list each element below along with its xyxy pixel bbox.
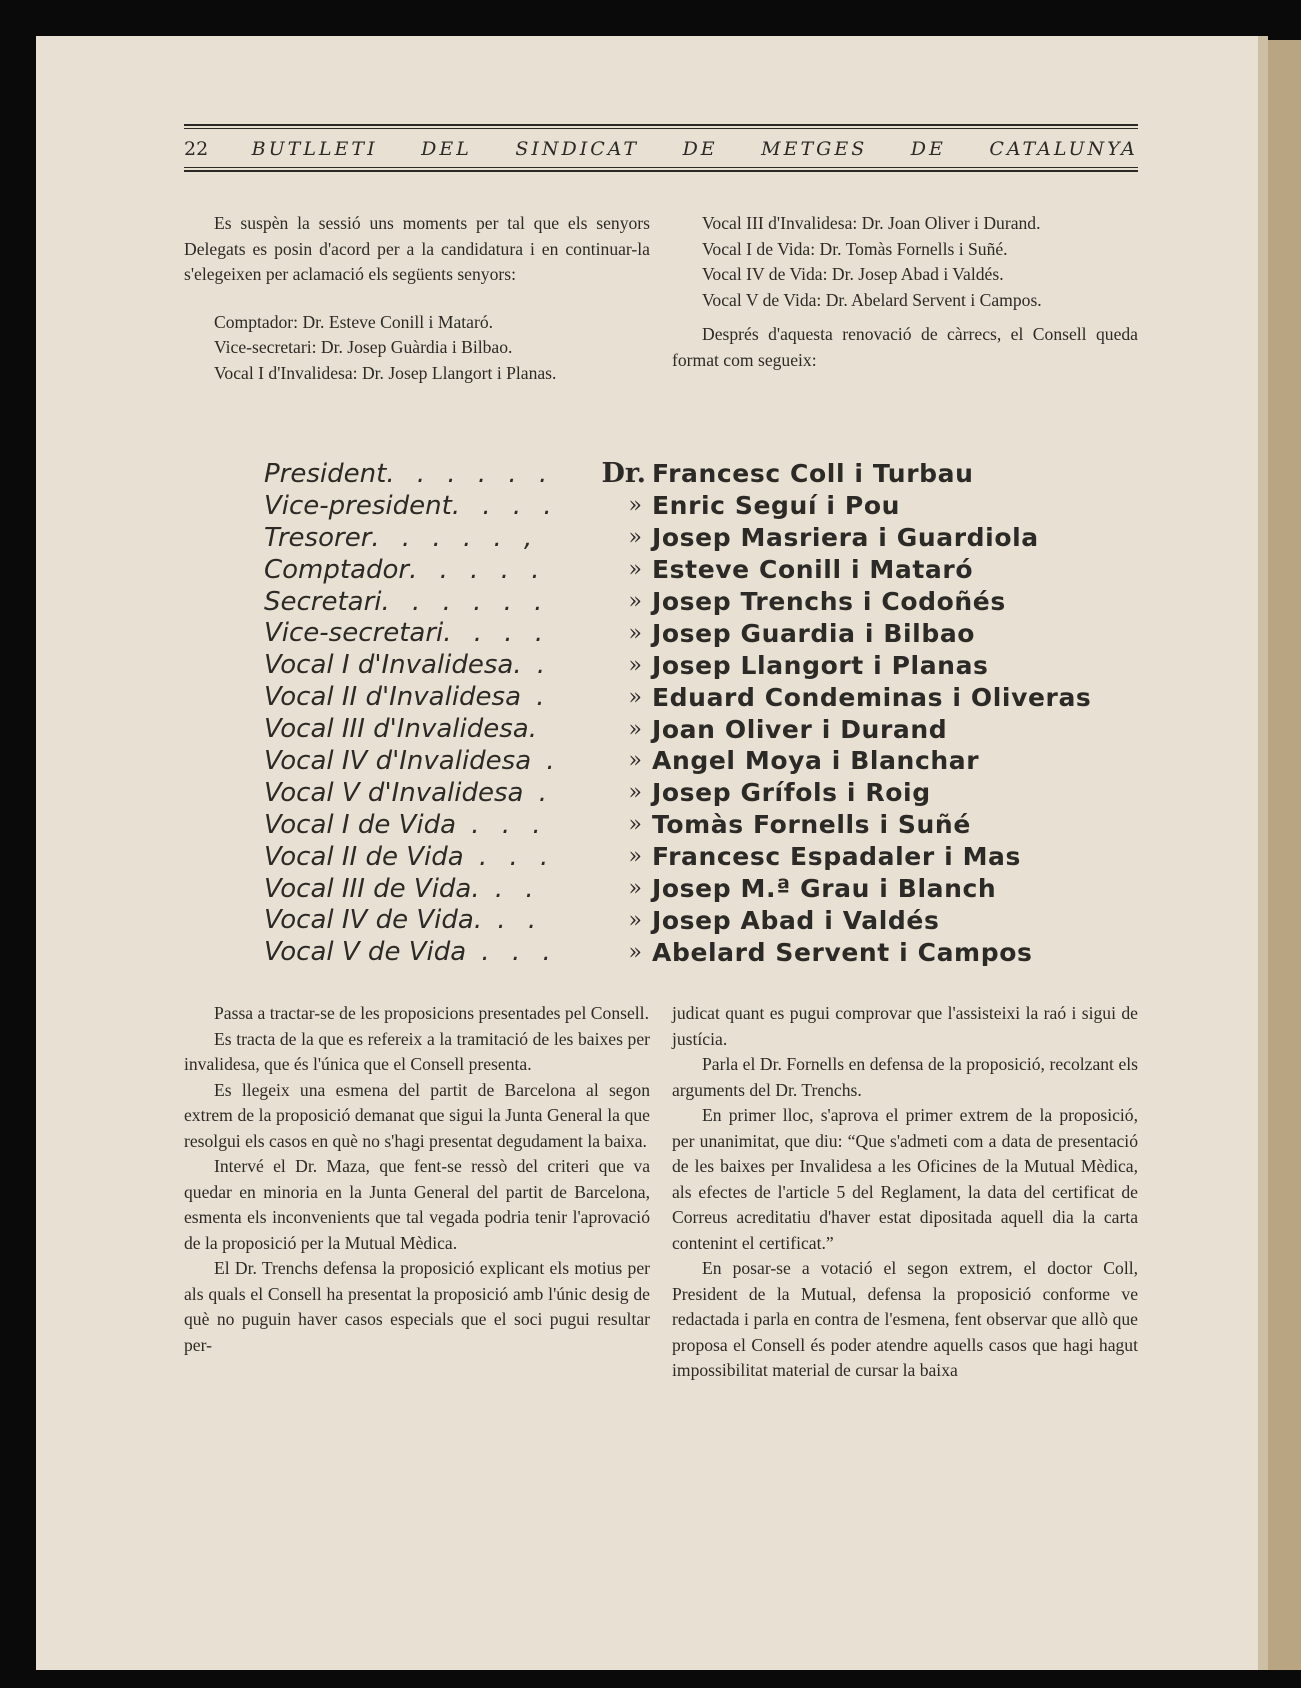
council-member-name: Josep Trenchs i Codoñés	[652, 587, 1006, 616]
leader-dots: . . . . . ,	[371, 522, 540, 553]
council-honorific: »	[628, 525, 642, 551]
running-head-word: SINDICAT	[515, 138, 640, 160]
council-row	[264, 681, 1124, 713]
running-head-word: DE	[910, 138, 946, 160]
council-role	[264, 682, 564, 712]
leader-dots: . . .	[466, 937, 558, 968]
paragraph: En posar-se a votació el segon extrem, el doctor Coll, President de la Mutual, defensa la proposició conforme ve redactada i parla en contra de l'esmena, fent observar que allò que proposa el Consell és poder atendre aquells casos que hagi hagut impossibilitat material de cursar la baixa	[672, 1258, 1138, 1380]
list-item: Vocal I de Vida: Dr. Tomàs Fornells i Suñé.	[702, 238, 1008, 259]
council-row	[264, 522, 1124, 554]
list-item: Vocal V de Vida: Dr. Abelard Servent i Campos.	[702, 289, 1042, 310]
leader-dots: . . . . . .	[381, 586, 550, 617]
council-honorific: »	[628, 939, 642, 965]
council-role-text: Vocal IV de Vida.	[264, 905, 483, 936]
council-member-name: Enric Seguí i Pou	[652, 491, 900, 521]
council-role	[264, 810, 564, 840]
council-role-text: Vocal III de Vida.	[264, 873, 480, 904]
paragraph: judicat quant es pugui comprovar que l'assisteixi la raó i sigui de justícia.	[672, 1003, 1138, 1049]
council-row	[264, 554, 1124, 586]
list-item: Comptador: Dr. Esteve Conill i Mataró.	[214, 311, 494, 332]
council-role-text: Tresorer	[264, 522, 372, 553]
list-item: Vice-secretari: Dr. Josep Guàrdia i Bilbao.	[214, 337, 513, 357]
council-role	[264, 618, 564, 648]
council-role	[264, 459, 564, 489]
leader-dots: . .	[482, 905, 544, 936]
leader-dots: . . . .	[443, 618, 551, 649]
paragraph: Es suspèn la sessió uns moments per tal que els senyors Delegats es posin d'acord per a la candidatura i en continuar-la s'elegeixen per aclamació els següents senyors:	[184, 213, 650, 284]
council-role	[264, 746, 564, 776]
page-number: 22	[184, 138, 209, 160]
paragraph: Passa a tractar-se de les proposicions presentades pel Consell.	[214, 1003, 649, 1023]
council-role	[264, 778, 564, 808]
council-member-name: Josep Grífols i Roig	[652, 778, 931, 808]
leader-dots: . .	[479, 873, 541, 904]
council-row	[264, 904, 1124, 936]
council-role-text: Secretari	[264, 586, 382, 617]
council-honorific: »	[628, 589, 642, 614]
paragraph: Es tracta de la que es refereix a la tramitació de les baixes per invalidesa, que és l'única que el Consell presenta.	[184, 1028, 650, 1074]
council-row	[264, 936, 1124, 968]
list-item: Vocal IV de Vida: Dr. Josep Abad i Valdés.	[702, 264, 1004, 284]
council-role	[264, 523, 564, 553]
running-head-word: CATALUNYA	[989, 138, 1138, 160]
body-left-column	[184, 1001, 650, 1358]
intro-right-column	[672, 211, 1138, 373]
council-role	[264, 905, 564, 935]
council-role	[264, 937, 564, 967]
council-member-name: Francesc Espadaler i Mas	[652, 842, 1022, 872]
council-member-name: Josep Guardia i Bilbao	[652, 618, 976, 648]
council-role-text: Vocal II de Vida	[264, 841, 464, 872]
header-rule-top-thin	[184, 128, 1138, 129]
header-rule-bottom-thin	[184, 167, 1138, 168]
council-role	[264, 842, 564, 872]
list-item: Vocal III d'Invalidesa: Dr. Joan Oliver i Durand.	[702, 213, 1041, 233]
paragraph: Intervé el Dr. Maza, que fent-se ressò del criteri que va quedar en minoria en la Junta General del partit de Barcelona, esmenta els inconvenients que tal vegada podria tenir l'aprovació de la proposició per la Mutual Mèdica.	[184, 1156, 650, 1253]
council-role-text: Vocal V de Vida	[264, 937, 467, 968]
council-honorific: »	[628, 493, 642, 519]
running-head	[184, 132, 1138, 166]
council-role-text: President	[264, 458, 387, 489]
council-row	[264, 490, 1124, 522]
council-honorific: »	[628, 844, 642, 870]
leader-dots: .	[523, 777, 555, 808]
council-row	[264, 617, 1124, 649]
council-member-name: Josep Abad i Valdés	[652, 905, 940, 935]
leader-dots: .	[521, 682, 552, 713]
leader-dots: .	[531, 745, 562, 776]
council-honorific: »	[628, 876, 642, 902]
running-head-word: DE	[682, 138, 718, 160]
council-list	[264, 458, 1124, 968]
council-role-text: Vocal I de Vida	[264, 809, 457, 840]
body-right-column	[672, 1001, 1138, 1384]
council-honorific: »	[628, 620, 642, 646]
council-row	[264, 713, 1124, 745]
running-head-word: METGES	[761, 138, 868, 160]
council-role-text: Vocal I d'Invalidesa.	[264, 650, 522, 681]
elected-list-continued	[672, 211, 1138, 313]
council-role-text: Vice-president	[264, 490, 452, 521]
leader-dots: . . . . . .	[386, 458, 555, 489]
council-row	[264, 777, 1124, 809]
leader-dots: .	[521, 650, 553, 681]
council-role-text: Vocal II d'Invalidesa	[264, 682, 522, 713]
council-honorific: »	[628, 748, 642, 774]
council-role	[264, 587, 564, 617]
facing-page-edge	[1268, 40, 1301, 1670]
council-member-name: Abelard Servent i Campos	[652, 937, 1033, 967]
council-role	[264, 874, 564, 904]
council-row	[264, 841, 1124, 873]
council-member-name: Josep Llangort i Planas	[652, 650, 989, 680]
leader-dots: . . . .	[451, 490, 559, 521]
running-head-word: BUTLLETI	[251, 138, 378, 160]
council-member-name: Josep M.ª Grau i Blanch	[652, 874, 997, 904]
header-rule-top	[184, 124, 1138, 126]
elected-list	[184, 310, 650, 387]
intro-left-column	[184, 211, 650, 386]
council-role-text: Vocal III d'Invalidesa.	[264, 714, 537, 745]
council-honorific: »	[628, 812, 642, 838]
council-role-text: Vice-secretari	[264, 618, 444, 649]
council-role-text: Comptador	[264, 554, 410, 585]
council-member-name: Joan Oliver i Durand	[652, 714, 948, 744]
council-honorific: »	[628, 907, 642, 933]
leader-dots: . . . . .	[409, 554, 547, 585]
council-role-text: Vocal IV d'Invalidesa	[264, 745, 532, 776]
council-member-name: Esteve Conill i Mataró	[652, 555, 974, 585]
council-honorific: »	[628, 652, 642, 678]
header-rule-bottom	[184, 170, 1138, 172]
council-member-name: Tomàs Fornells i Suñé	[652, 810, 971, 840]
council-row	[264, 873, 1124, 905]
leader-dots: . . .	[463, 841, 556, 872]
council-member-name: Josep Masriera i Guardiola	[652, 523, 1039, 553]
council-member-name: Angel Moya i Blanchar	[652, 746, 980, 776]
council-row	[264, 458, 1124, 490]
paragraph: El Dr. Trenchs defensa la proposició explicant els motius per als quals el Consell ha presentat la proposició amb l'únic desig de què no puguin haver casos especials que el soci pugui resultar per-	[184, 1258, 650, 1355]
paragraph: Parla el Dr. Fornells en defensa de la proposició, recolzant els arguments del Dr. Trenchs.	[672, 1054, 1138, 1100]
council-member-name: Eduard Condeminas i Oliveras	[652, 682, 1092, 712]
council-row	[264, 586, 1124, 618]
council-honorific: Dr.	[601, 458, 646, 490]
running-head-word: DEL	[421, 138, 472, 160]
page-edge	[1258, 36, 1268, 1670]
council-honorific: »	[628, 716, 642, 742]
paragraph: En primer lloc, s'aprova el primer extrem de la proposició, per unanimitat, que diu: “Que s'admeti com a data de presentació de les baixes per Invalidesa a les Oficines de la Mutual Mèdica, als efectes de l'article 5 del Reglament, la data del certificat de Correus acreditatiu d'haver estat dipositada aquell dia la carta contenint el certificat.”	[672, 1105, 1138, 1253]
council-honorific: »	[628, 557, 642, 583]
council-member-name: Francesc Coll i Turbau	[652, 459, 974, 489]
council-row	[264, 745, 1124, 777]
leader-dots: . . .	[456, 809, 548, 840]
paragraph: Es llegeix una esmena del partit de Barcelona al segon extrem de la proposició demanat que sigui la Junta General la que resolgui els casos en què no s'hagi presentat degudament la baixa.	[184, 1079, 650, 1151]
council-role	[264, 555, 564, 585]
council-role	[264, 650, 564, 680]
council-role-text: Vocal V d'Invalidesa	[264, 777, 524, 808]
council-role	[264, 491, 564, 521]
paragraph: Després d'aquesta renovació de càrrecs, el Consell queda format com segueix:	[672, 324, 1138, 370]
council-row	[264, 649, 1124, 681]
council-honorific: »	[628, 780, 642, 806]
council-honorific: »	[628, 684, 642, 710]
council-role	[264, 714, 564, 744]
list-item: Vocal I d'Invalidesa: Dr. Josep Llangort i Planas.	[214, 362, 557, 383]
council-row	[264, 809, 1124, 841]
